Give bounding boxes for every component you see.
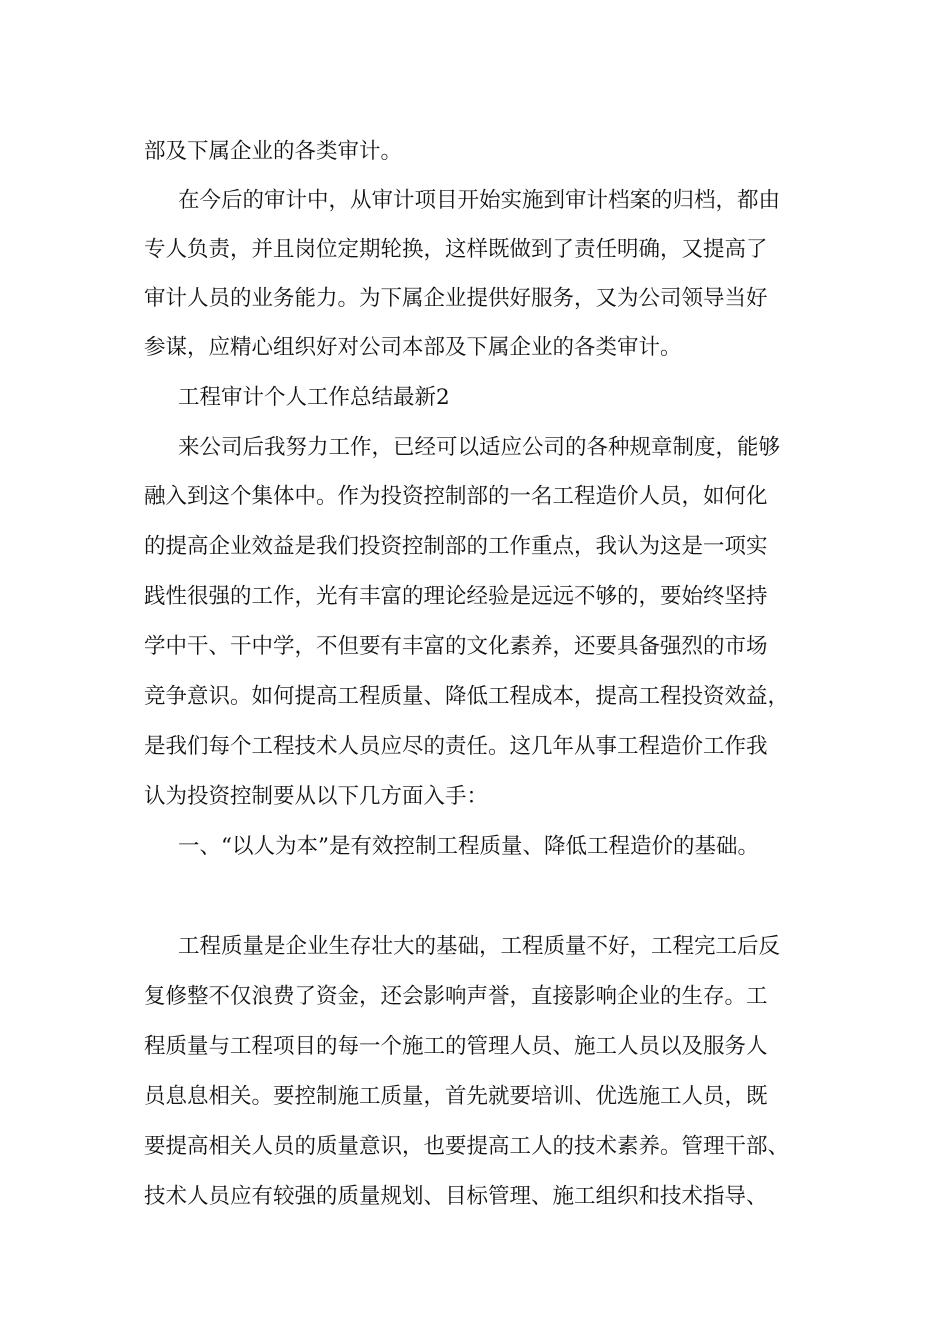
- text-line-10: 践性很强的工作，光有丰富的理论经验是远远不够的，要始终坚持: [144, 584, 768, 609]
- text-line-11: 学中干、干中学，不但要有丰富的文化素养，还要具备强烈的市场: [144, 634, 768, 659]
- text-line-5: 参谋，应精心组织好对公司本部及下属企业的各类审计。: [144, 335, 682, 360]
- text-line-13: 是我们每个工程技术人员应尽的责任。这几年从事工程造价工作我: [144, 734, 768, 759]
- text-line-18: 程质量与工程项目的每一个施工的管理人员、施工人员以及服务人: [144, 1034, 768, 1059]
- text-line-17: 复修整不仅浪费了资金，还会影响声誉，直接影响企业的生存。工: [144, 984, 768, 1009]
- text-line-7: 来公司后我努力工作，已经可以适应公司的各种规章制度，能够: [178, 435, 781, 460]
- text-line-12: 竞争意识。如何提高工程质量、降低工程成本，提高工程投资效益，: [144, 684, 790, 709]
- text-line-3: 专人负责，并且岗位定期轮换，这样既做到了责任明确，又提高了: [144, 237, 768, 262]
- section-heading: 工程审计个人工作总结最新2: [178, 385, 450, 410]
- text-line-2: 在今后的审计中，从审计项目开始实施到审计档案的归档，都由: [178, 188, 781, 213]
- text-line-9: 的提高企业效益是我们投资控制部的工作重点，我认为这是一项实: [144, 534, 768, 559]
- text-line-14: 认为投资控制要从以下几方面入手：: [144, 784, 489, 809]
- text-line-16: 工程质量是企业生存壮大的基础，工程质量不好，工程完工后反: [178, 934, 781, 959]
- text-line-4: 审计人员的业务能力。为下属企业提供好服务，又为公司领导当好: [144, 286, 768, 311]
- text-line-21: 技术人员应有较强的质量规划、目标管理、施工组织和技术指导、: [144, 1184, 768, 1209]
- subheading-1: 一、“以人为本”是有效控制工程质量、降低工程造价的基础。: [178, 834, 759, 859]
- text-line-1: 部及下属企业的各类审计。: [144, 139, 403, 164]
- text-line-20: 要提高相关人员的质量意识，也要提高工人的技术素养。管理干部、: [144, 1134, 790, 1159]
- text-line-8: 融入到这个集体中。作为投资控制部的一名工程造价人员，如何化: [144, 484, 768, 509]
- text-line-19: 员息息相关。要控制施工质量，首先就要培训、优选施工人员，既: [144, 1084, 768, 1109]
